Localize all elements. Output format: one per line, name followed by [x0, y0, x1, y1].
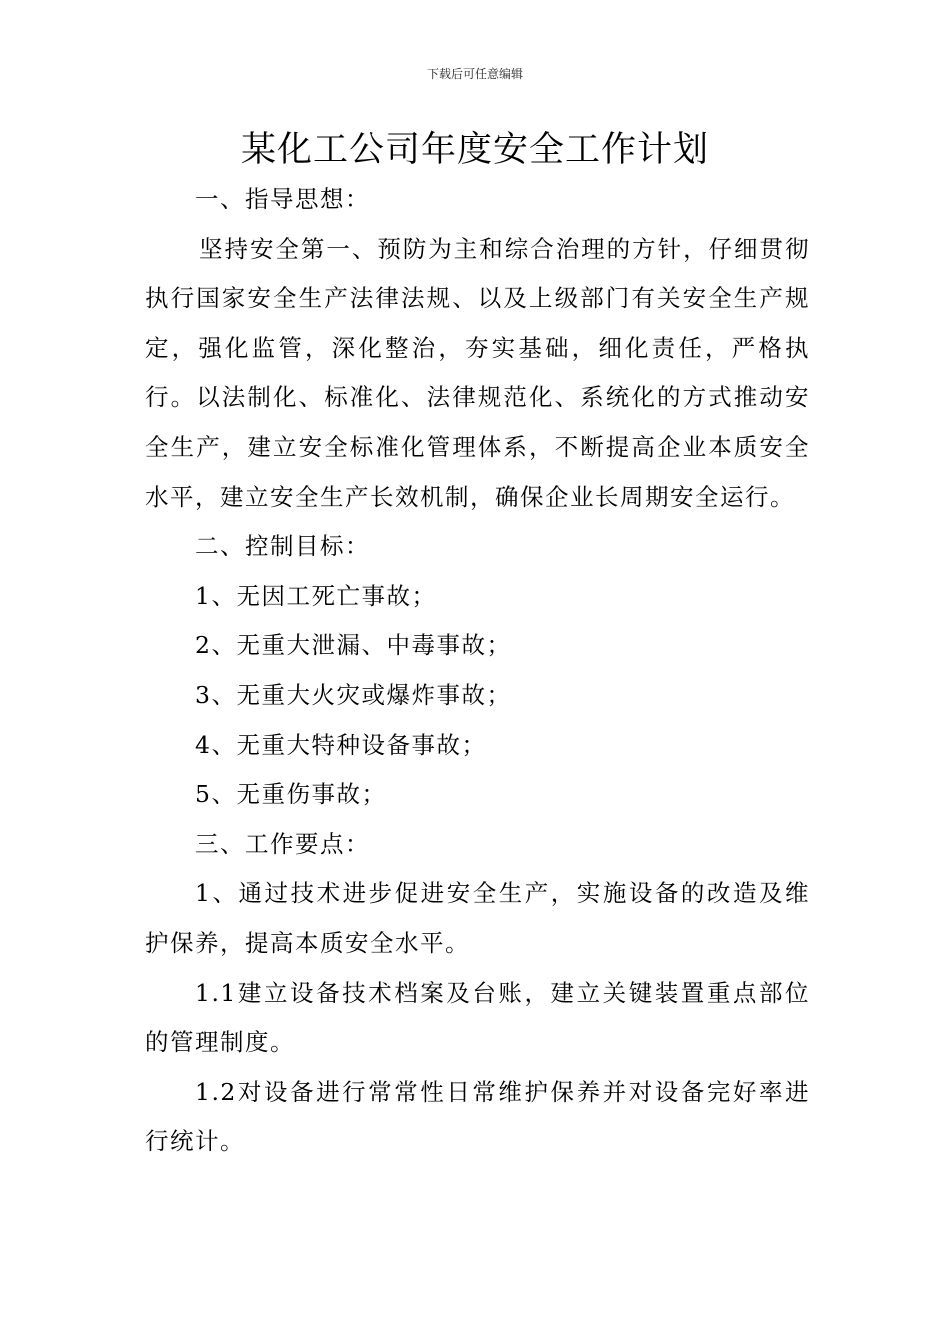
paragraph-work-point-1-2: 1.2对设备进行常常性日常维护保养并对设备完好率进行统计。 [145, 1077, 810, 1156]
header-note: 下载后可任意编辑 [426, 67, 523, 81]
list-item: 2、无重大泄漏、中毒事故； [195, 631, 512, 660]
paragraph-guiding-ideology: 坚持安全第一、预防为主和综合治理的方针，仔细贯彻执行国家安全生产法律法规、以及上级部门有关安全生产规定，强化监管，深化整治，夯实基础，细化责任，严格执行。以法制化、标准化、法律规范化、系统化的方式推动安全生产，建立安全标准化管理体系，不断提高企业本质安全水平，建立安全生产长效机制，确保企业长周期安全运行。 [145, 234, 810, 511]
paragraph-work-point-1: 1、通过技术进步促进安全生产，实施设备的改造及维护保养，提高本质安全水平。 [145, 879, 810, 957]
section-heading-work-points: 三、工作要点： [195, 829, 370, 858]
document-title: 某化工公司年度安全工作计划 [240, 130, 709, 170]
section-heading-control-targets: 二、控制目标： [195, 532, 370, 561]
list-item: 3、无重大火灾或爆炸事故； [195, 680, 512, 709]
list-item: 1、无因工死亡事故； [195, 581, 437, 610]
list-item: 4、无重大特种设备事故； [195, 730, 487, 759]
paragraph-work-point-1-1: 1.1建立设备技术档案及台账，建立关键装置重点部位的管理制度。 [145, 978, 810, 1057]
list-item: 5、无重伤事故； [195, 780, 387, 809]
section-heading-guiding-ideology: 一、指导思想： [195, 185, 370, 213]
document-body [145, 175, 810, 1167]
